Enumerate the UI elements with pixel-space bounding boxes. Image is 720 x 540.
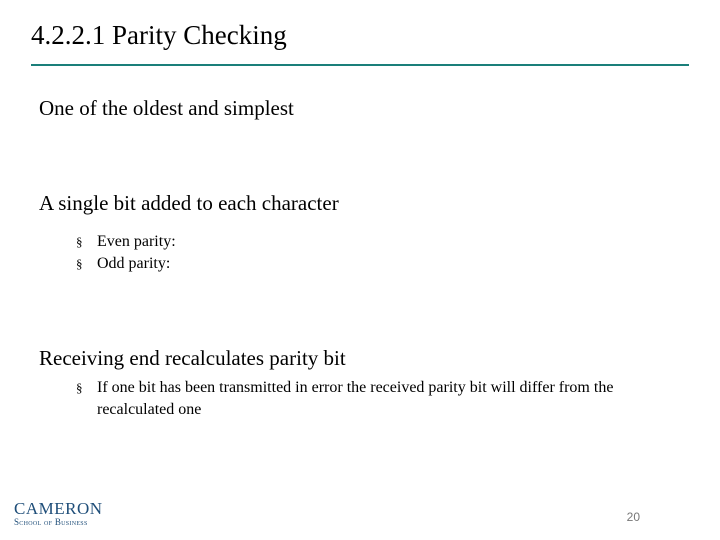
sub-item-odd-parity xyxy=(76,253,636,275)
sub-item-label: If one bit has been transmitted in error the received parity bit will differ from the recalculated one xyxy=(97,379,614,418)
square-bullet-icon: § xyxy=(76,380,83,395)
cameron-logo xyxy=(14,500,104,528)
sub-item-even-parity xyxy=(76,231,636,253)
bullet-receiving-end: Receiving end recalculates parity bit xyxy=(39,346,346,370)
sub-item-error-differ xyxy=(76,377,676,421)
bullet-oldest-simplest: One of the oldest and simplest xyxy=(39,96,294,120)
slide-title: 4.2.2.1 Parity Checking xyxy=(31,20,287,50)
sub-item-label: Even parity: xyxy=(97,233,176,250)
sub-item-label: Odd parity: xyxy=(97,255,171,272)
logo-wordmark: CAMERON xyxy=(14,499,103,518)
sub-list-parity-types xyxy=(76,231,636,275)
title-divider xyxy=(31,64,689,66)
bullet-single-bit: A single bit added to each character xyxy=(39,191,339,215)
page-number: 20 xyxy=(626,510,640,524)
logo-subtitle: School of Business xyxy=(14,517,88,527)
square-bullet-icon: § xyxy=(76,234,83,249)
sub-list-recalculation xyxy=(76,377,676,421)
square-bullet-icon: § xyxy=(76,256,83,271)
